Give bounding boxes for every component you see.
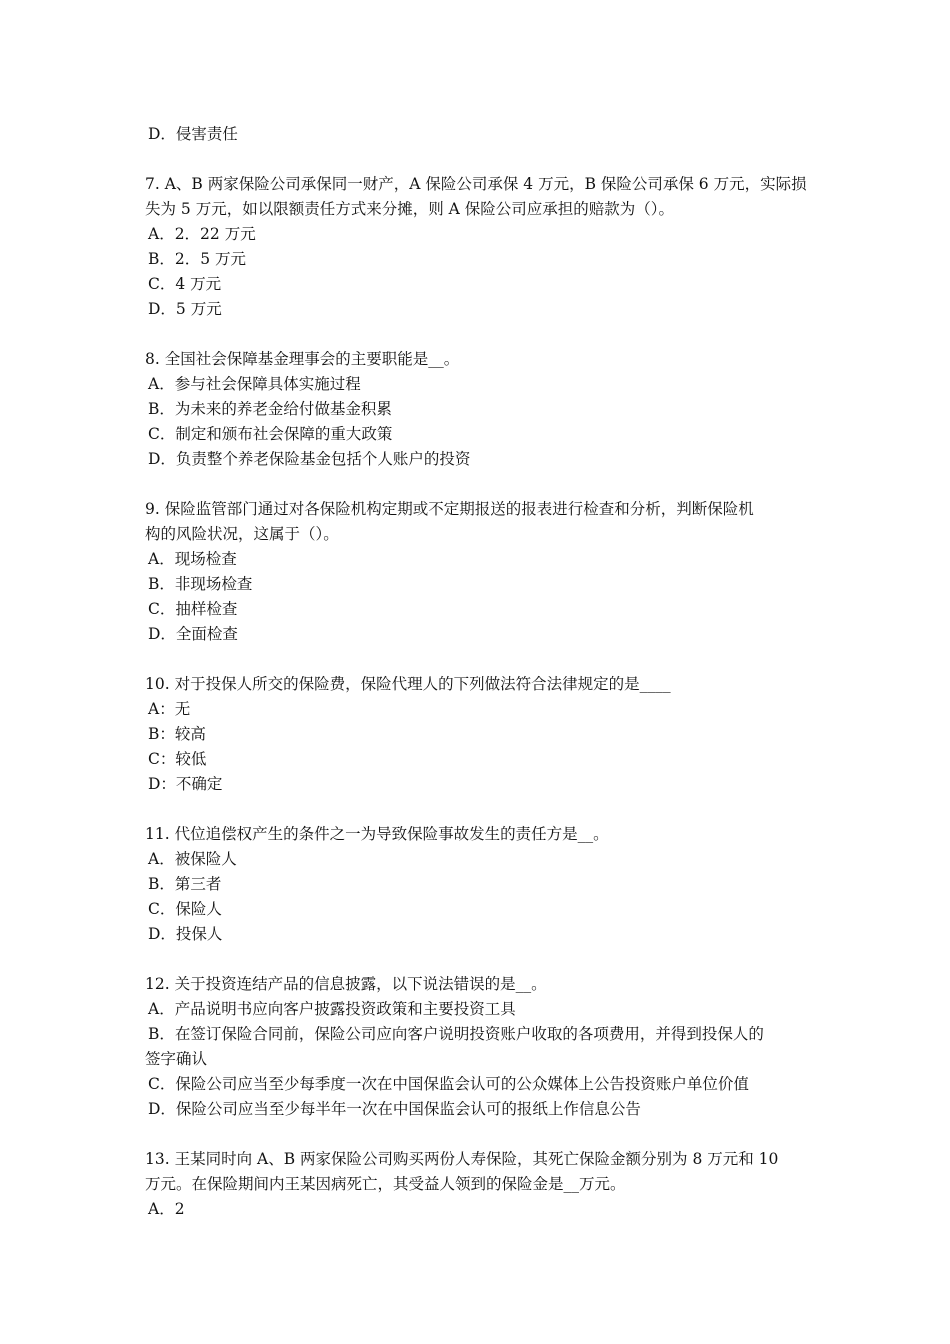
option: D．5 万元 <box>148 300 222 318</box>
option: C．抽样检查 <box>148 600 238 618</box>
question-stem: 11. 代位追偿权产生的条件之一为导致保险事故发生的责任方是__。 <box>145 825 609 843</box>
option: B．为未来的养老金给付做基金积累 <box>148 400 392 418</box>
option: A．参与社会保障具体实施过程 <box>148 375 361 393</box>
question-stem: 13. 王某同时向 A、B 两家保险公司购买两份人寿保险，其死亡保险金额分别为 8 万元和 10 <box>145 1150 779 1168</box>
question-8 <box>145 347 810 472</box>
option: B：较高 <box>148 725 206 743</box>
question-9 <box>145 497 810 647</box>
option: A．产品说明书应向客户披露投资政策和主要投资工具 <box>148 1000 516 1018</box>
question-stem: 9. 保险监管部门通过对各保险机构定期或不定期报送的报表进行检查和分析，判断保险机 <box>145 500 754 518</box>
question-stem: 7. A、B 两家保险公司承保同一财产，A 保险公司承保 4 万元，B 保险公司承保 6 万元，实际损 <box>145 175 807 193</box>
option: C．保险公司应当至少每季度一次在中国保监会认可的公众媒体上公告投资账户单位价值 <box>148 1075 749 1093</box>
option: D：不确定 <box>148 775 223 793</box>
option: A．2 <box>148 1200 185 1218</box>
option: C．保险人 <box>148 900 222 918</box>
leading-option: D．侵害责任 <box>148 125 238 143</box>
option: B．非现场检查 <box>148 575 253 593</box>
option: A．被保险人 <box>148 850 237 868</box>
option: D．全面检查 <box>148 625 238 643</box>
question-stem: 失为 5 万元，如以限额责任方式来分摊，则 A 保险公司应承担的赔款为（）。 <box>145 200 675 218</box>
document-content <box>145 122 810 1222</box>
question-11 <box>145 822 810 947</box>
option: C．4 万元 <box>148 275 222 293</box>
option: C：较低 <box>148 750 207 768</box>
option: B．2．5 万元 <box>148 250 247 268</box>
question-stem: 10. 对于投保人所交的保险费，保险代理人的下列做法符合法律规定的是____ <box>145 675 671 693</box>
option-continuation: 签字确认 <box>145 1050 208 1068</box>
question-stem: 构的风险状况，这属于（）。 <box>145 525 339 543</box>
option: A．现场检查 <box>148 550 237 568</box>
question-stem: 8. 全国社会保障基金理事会的主要职能是__。 <box>145 350 460 368</box>
option: D．投保人 <box>148 925 223 943</box>
option: B．在签订保险合同前，保险公司应向客户说明投资账户收取的各项费用，并得到投保人的 <box>148 1025 764 1043</box>
question-12 <box>145 972 810 1122</box>
question-stem: 12. 关于投资连结产品的信息披露，以下说法错误的是__。 <box>145 975 547 993</box>
option: C．制定和颁布社会保障的重大政策 <box>148 425 393 443</box>
option: A：无 <box>148 700 191 718</box>
option: D．保险公司应当至少每半年一次在中国保监会认可的报纸上作信息公告 <box>148 1100 641 1118</box>
option: B．第三者 <box>148 875 222 893</box>
option: A．2．22 万元 <box>148 225 256 243</box>
question-13 <box>145 1147 810 1222</box>
option: D．负责整个养老保险基金包括个人账户的投资 <box>148 450 471 468</box>
question-10 <box>145 672 810 797</box>
question-stem: 万元。在保险期间内王某因病死亡，其受益人领到的保险金是__万元。 <box>145 1175 626 1193</box>
question-7 <box>145 172 810 322</box>
